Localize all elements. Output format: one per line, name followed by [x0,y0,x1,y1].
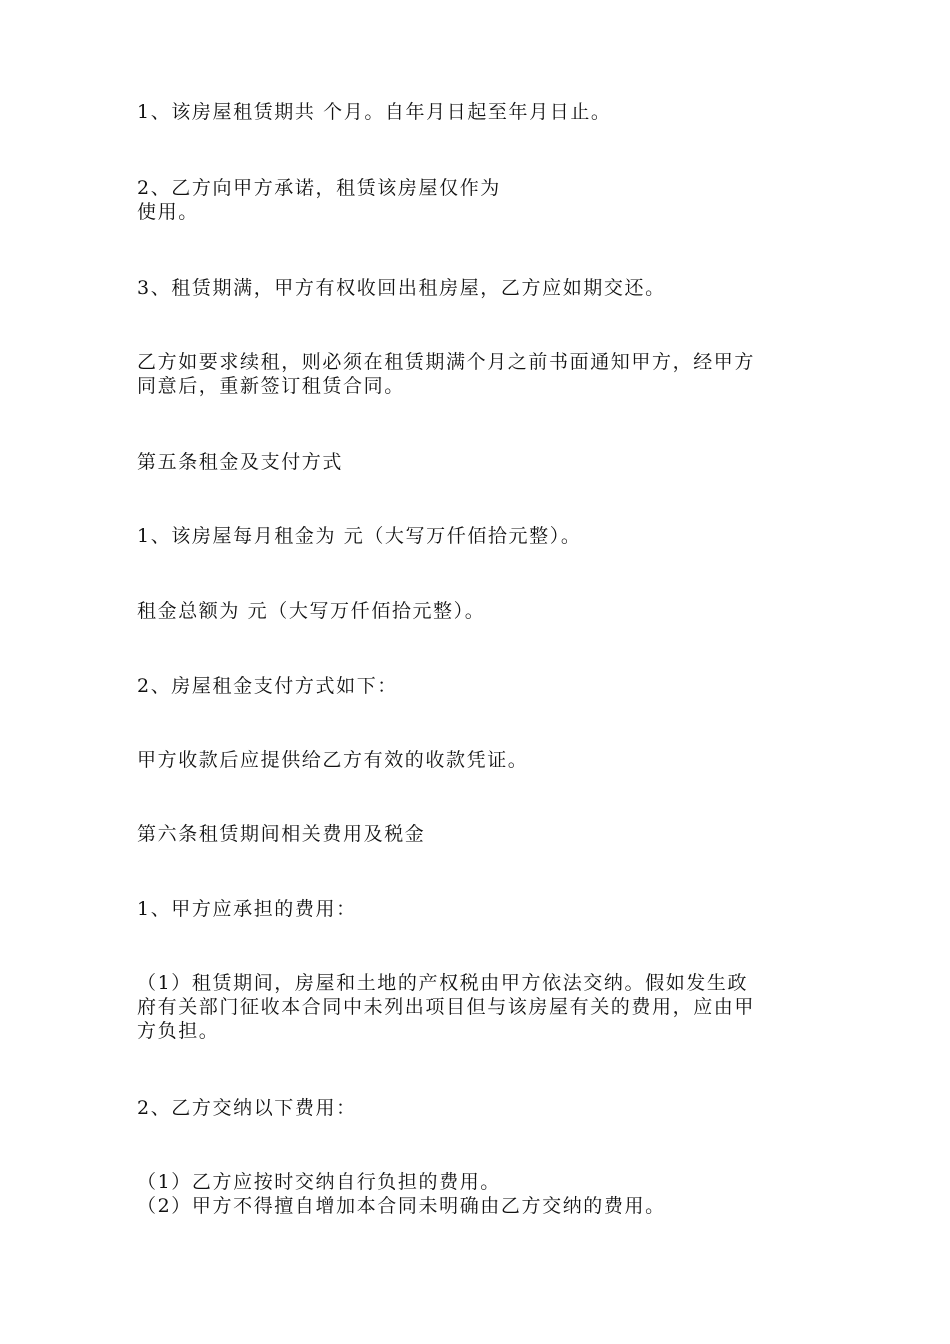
text-line: 第六条租赁期间相关费用及税金 [137,823,426,845]
lease-expiry-paragraph [137,276,827,300]
payment-method-paragraph [137,674,827,698]
text-line: 使用。 [137,201,199,223]
text-line: 1、该房屋租赁期共 个月。自年月日起至年月日止。 [137,101,612,123]
party-b-fees-paragraph [137,1096,827,1120]
text-line: 2、房屋租金支付方式如下： [137,675,398,697]
lease-term-paragraph [137,100,827,124]
text-line: 2、乙方向甲方承诺，租赁该房屋仅作为 [137,177,501,199]
text-line: 方负担。 [137,1020,220,1042]
text-line: （1）租赁期间，房屋和土地的产权税由甲方依法交纳。假如发生政 [137,972,749,994]
text-line: 府有关部门征收本合同中未列出项目但与该房屋有关的费用，应由甲 [137,996,756,1018]
fee-items-paragraph [137,1170,827,1218]
text-line: （1）乙方应按时交纳自行负担的费用。 [137,1171,501,1193]
text-line: 乙方如要求续租，则必须在租赁期满个月之前书面通知甲方，经甲方 [137,351,756,373]
text-line: 3、租赁期满，甲方有权收回出租房屋，乙方应如期交还。 [137,277,666,299]
receipt-paragraph [137,748,827,772]
text-line: 1、甲方应承担的费用： [137,898,357,920]
article-six-heading [137,822,827,846]
text-line: 2、乙方交纳以下费用： [137,1097,357,1119]
total-rent-paragraph [137,599,827,623]
party-a-fees-paragraph [137,897,827,921]
article-five-heading [137,450,827,474]
renewal-paragraph [137,350,827,398]
text-line: 同意后，重新签订租赁合同。 [137,375,405,397]
monthly-rent-paragraph [137,524,827,548]
text-line: 1、该房屋每月租金为 元（大写万仟佰拾元整）。 [137,525,582,547]
text-line: 租金总额为 元（大写万仟佰拾元整）。 [137,600,486,622]
text-line: 甲方收款后应提供给乙方有效的收款凭证。 [137,749,529,771]
text-line: （2）甲方不得擅自增加本合同未明确由乙方交纳的费用。 [137,1195,666,1217]
usage-promise-paragraph [137,176,827,224]
property-tax-paragraph [137,971,827,1043]
text-line: 第五条租金及支付方式 [137,451,344,473]
